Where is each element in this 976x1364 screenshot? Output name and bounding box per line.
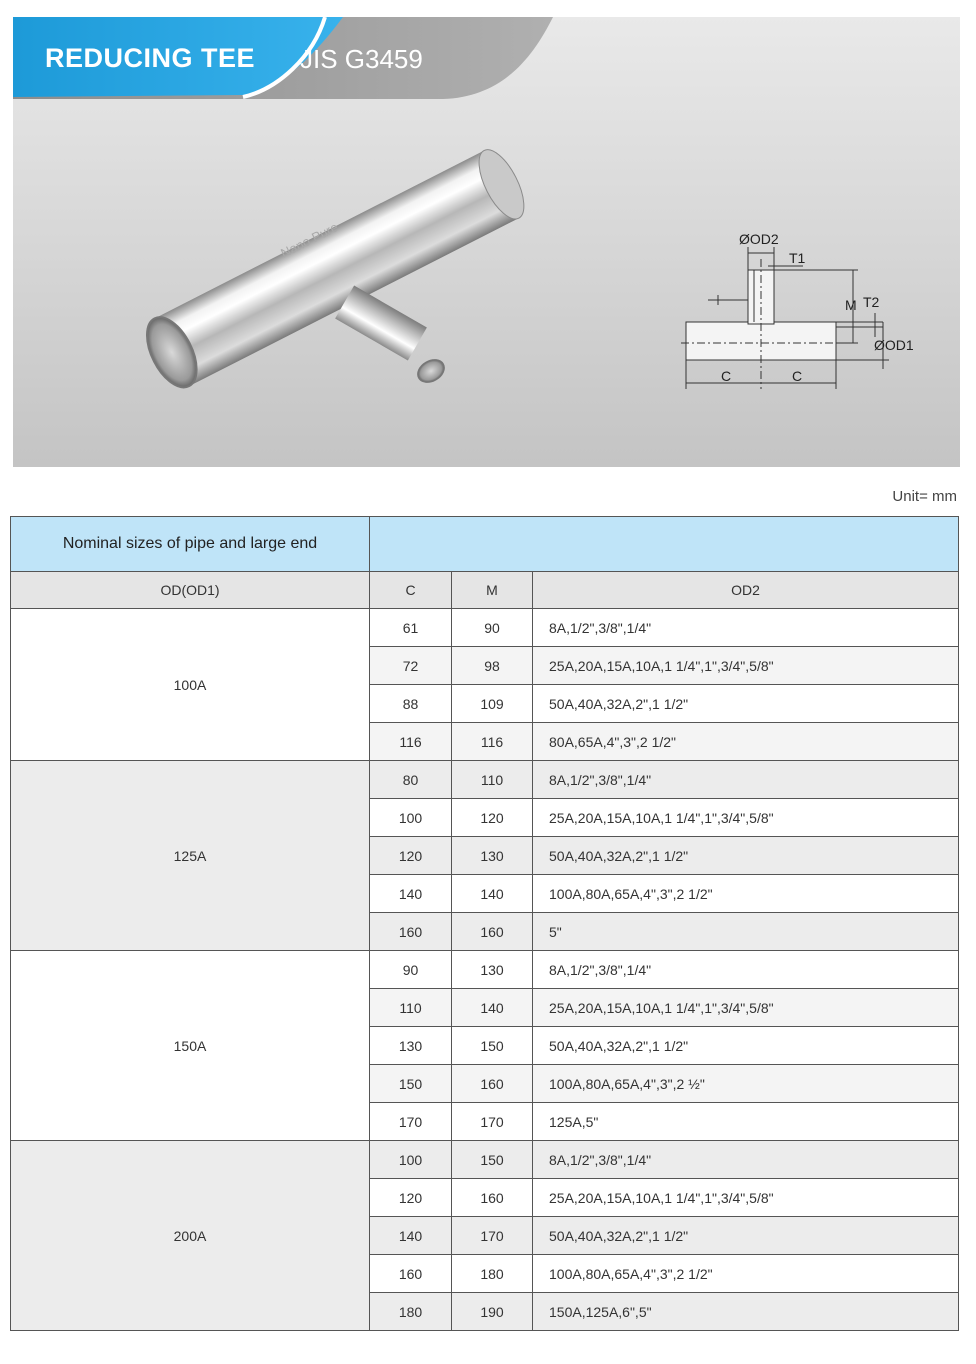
m-cell: 130 [452, 837, 533, 875]
c-cell: 100 [370, 799, 452, 837]
m-cell: 109 [452, 685, 533, 723]
od2-cell: 50A,40A,32A,2",1 1/2" [533, 837, 959, 875]
od2-cell: 25A,20A,15A,10A,1 1/4",1",3/4",5/8" [533, 799, 959, 837]
table-row [11, 609, 959, 647]
col-header-od2: OD2 [533, 572, 959, 609]
od-size-cell: 100A [11, 609, 370, 761]
c-cell: 130 [370, 1027, 452, 1065]
col-header-od: OD(OD1) [11, 572, 370, 609]
od2-cell: 8A,1/2",3/8",1/4" [533, 951, 959, 989]
label-c-left: C [721, 368, 732, 384]
c-cell: 100 [370, 1141, 452, 1179]
col-header-c: C [370, 572, 452, 609]
od2-cell: 50A,40A,32A,2",1 1/2" [533, 1027, 959, 1065]
c-cell: 140 [370, 875, 452, 913]
od2-cell: 5" [533, 913, 959, 951]
c-cell: 61 [370, 609, 452, 647]
od-size-cell: 150A [11, 951, 370, 1141]
c-cell: 160 [370, 913, 452, 951]
dimension-drawing [681, 247, 889, 389]
od2-cell: 50A,40A,32A,2",1 1/2" [533, 685, 959, 723]
banner-standard: JIS G3459 [300, 44, 423, 74]
od2-cell: 25A,20A,15A,10A,1 1/4",1",3/4",5/8" [533, 647, 959, 685]
m-cell: 98 [452, 647, 533, 685]
od2-cell: 8A,1/2",3/8",1/4" [533, 761, 959, 799]
table-row [11, 951, 959, 989]
od2-cell: 8A,1/2",3/8",1/4" [533, 609, 959, 647]
label-od1: ØOD1 [874, 337, 914, 353]
od2-cell: 25A,20A,15A,10A,1 1/4",1",3/4",5/8" [533, 1179, 959, 1217]
reducing-tee-image [137, 143, 533, 395]
c-cell: 116 [370, 723, 452, 761]
c-cell: 90 [370, 951, 452, 989]
od2-cell: 8A,1/2",3/8",1/4" [533, 1141, 959, 1179]
col-header-m: M [452, 572, 533, 609]
m-cell: 170 [452, 1103, 533, 1141]
m-cell: 130 [452, 951, 533, 989]
od2-cell: 100A,80A,65A,4",3",2 ½" [533, 1065, 959, 1103]
m-cell: 170 [452, 1217, 533, 1255]
c-cell: 140 [370, 1217, 452, 1255]
c-cell: 170 [370, 1103, 452, 1141]
m-cell: 140 [452, 875, 533, 913]
table-header-blank [370, 517, 959, 572]
unit-label: Unit= mm [892, 488, 957, 505]
table-header-title: Nominal sizes of pipe and large end [11, 517, 370, 572]
banner-title: REDUCING TEE [45, 43, 256, 73]
c-cell: 72 [370, 647, 452, 685]
m-cell: 90 [452, 609, 533, 647]
od2-cell: 100A,80A,65A,4",3",2 1/2" [533, 875, 959, 913]
label-od2: ØOD2 [739, 231, 779, 247]
m-cell: 120 [452, 799, 533, 837]
c-cell: 150 [370, 1065, 452, 1103]
table-row [11, 1141, 959, 1179]
od2-cell: 50A,40A,32A,2",1 1/2" [533, 1217, 959, 1255]
c-cell: 88 [370, 685, 452, 723]
c-cell: 110 [370, 989, 452, 1027]
spec-table [10, 516, 959, 1331]
od2-cell: 100A,80A,65A,4",3",2 1/2" [533, 1255, 959, 1293]
label-m: M [845, 297, 857, 313]
m-cell: 116 [452, 723, 533, 761]
label-t2: T2 [863, 294, 880, 310]
m-cell: 150 [452, 1027, 533, 1065]
c-cell: 120 [370, 1179, 452, 1217]
m-cell: 160 [452, 913, 533, 951]
m-cell: 140 [452, 989, 533, 1027]
od2-cell: 25A,20A,15A,10A,1 1/4",1",3/4",5/8" [533, 989, 959, 1027]
hero-graphics [13, 17, 960, 467]
hero-panel [13, 17, 960, 467]
m-cell: 160 [452, 1179, 533, 1217]
m-cell: 110 [452, 761, 533, 799]
c-cell: 180 [370, 1293, 452, 1331]
od2-cell: 150A,125A,6",5" [533, 1293, 959, 1331]
od2-cell: 80A,65A,4",3",2 1/2" [533, 723, 959, 761]
c-cell: 160 [370, 1255, 452, 1293]
table-row [11, 761, 959, 799]
label-t1: T1 [789, 250, 806, 266]
m-cell: 150 [452, 1141, 533, 1179]
c-cell: 80 [370, 761, 452, 799]
c-cell: 120 [370, 837, 452, 875]
od-size-cell: 200A [11, 1141, 370, 1331]
od-size-cell: 125A [11, 761, 370, 951]
m-cell: 160 [452, 1065, 533, 1103]
m-cell: 190 [452, 1293, 533, 1331]
m-cell: 180 [452, 1255, 533, 1293]
od2-cell: 125A,5" [533, 1103, 959, 1141]
label-c-right: C [792, 368, 803, 384]
engraving-text: Nano Pure [278, 219, 341, 261]
